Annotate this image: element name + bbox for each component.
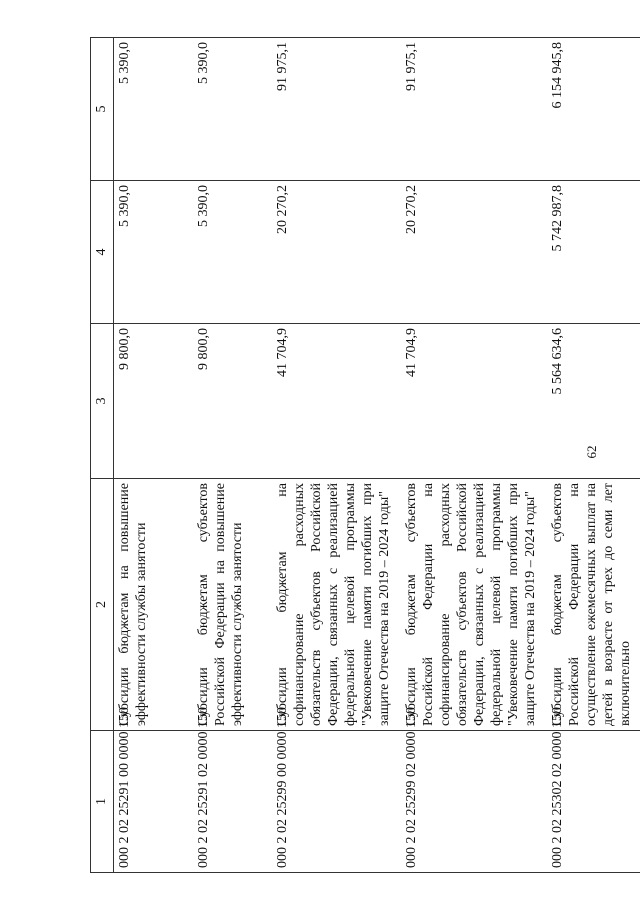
row-description: Субсидии бюджетам на софинансирование расходных обязательств субъектов Российской Федерации, связанных с реализацией федеральной целевой программы "Увековечение памяти погибших при защите Отечества на 2019 – 2024 годы" [272, 479, 401, 731]
row-value-5: 91 975,1 [272, 38, 401, 181]
row-code: 000 2 02 25291 02 0000 150 [193, 731, 272, 873]
header-col-1: 1 [91, 731, 114, 873]
header-col-5: 5 [91, 38, 114, 181]
row-code: 000 2 02 25291 00 0000 150 [114, 731, 193, 873]
page-number: 62 [584, 445, 599, 459]
row-value-5: 5 390,0 [193, 38, 272, 181]
table-row [272, 38, 401, 873]
row-value-4: 20 270,2 [272, 181, 401, 324]
row-value-5: 6 154 945,8 [547, 38, 640, 181]
row-value-3: 5 564 634,6 [547, 324, 640, 479]
row-value-5: 5 390,0 [114, 38, 193, 181]
row-value-4: 20 270,2 [401, 181, 547, 324]
table-row [401, 38, 547, 873]
row-description: Субсидии бюджетам субъектов Российской Федерации на повышение эффективности службы занятости [193, 479, 272, 731]
row-value-3: 41 704,9 [272, 324, 401, 479]
row-description: Субсидии бюджетам субъектов Российской Федерации на софинансирование расходных обязательств субъектов Российской Федерации, связанных с реализацией федеральной целевой программы "Увековечение памяти погибших при защите Отечества на 2019 – 2024 годы" [401, 479, 547, 731]
table-row [114, 38, 193, 873]
row-code: 000 2 02 25299 02 0000 150 [401, 731, 547, 873]
row-value-3: 9 800,0 [193, 324, 272, 479]
row-value-4: 5 390,0 [114, 181, 193, 324]
header-col-4: 4 [91, 181, 114, 324]
row-value-3: 9 800,0 [114, 324, 193, 479]
header-col-2: 2 [91, 479, 114, 731]
row-value-5: 91 975,1 [401, 38, 547, 181]
table-row [547, 38, 640, 873]
row-value-3: 41 704,9 [401, 324, 547, 479]
row-value-4: 5 390,0 [193, 181, 272, 324]
row-code: 000 2 02 25302 02 0000 150 [547, 731, 640, 873]
row-description: Субсидии бюджетам на повышение эффективности службы занятости [114, 479, 193, 731]
header-col-3: 3 [91, 324, 114, 479]
table-row [193, 38, 272, 873]
row-description: Субсидии бюджетам субъектов Российской Федерации на осуществление ежемесячных выплат на детей в возрасте от трех до семи лет включительно [547, 479, 640, 731]
row-value-4: 5 742 987,8 [547, 181, 640, 324]
budget-table [90, 37, 640, 873]
header-row [91, 38, 114, 873]
row-code: 000 2 02 25299 00 0000 150 [272, 731, 401, 873]
